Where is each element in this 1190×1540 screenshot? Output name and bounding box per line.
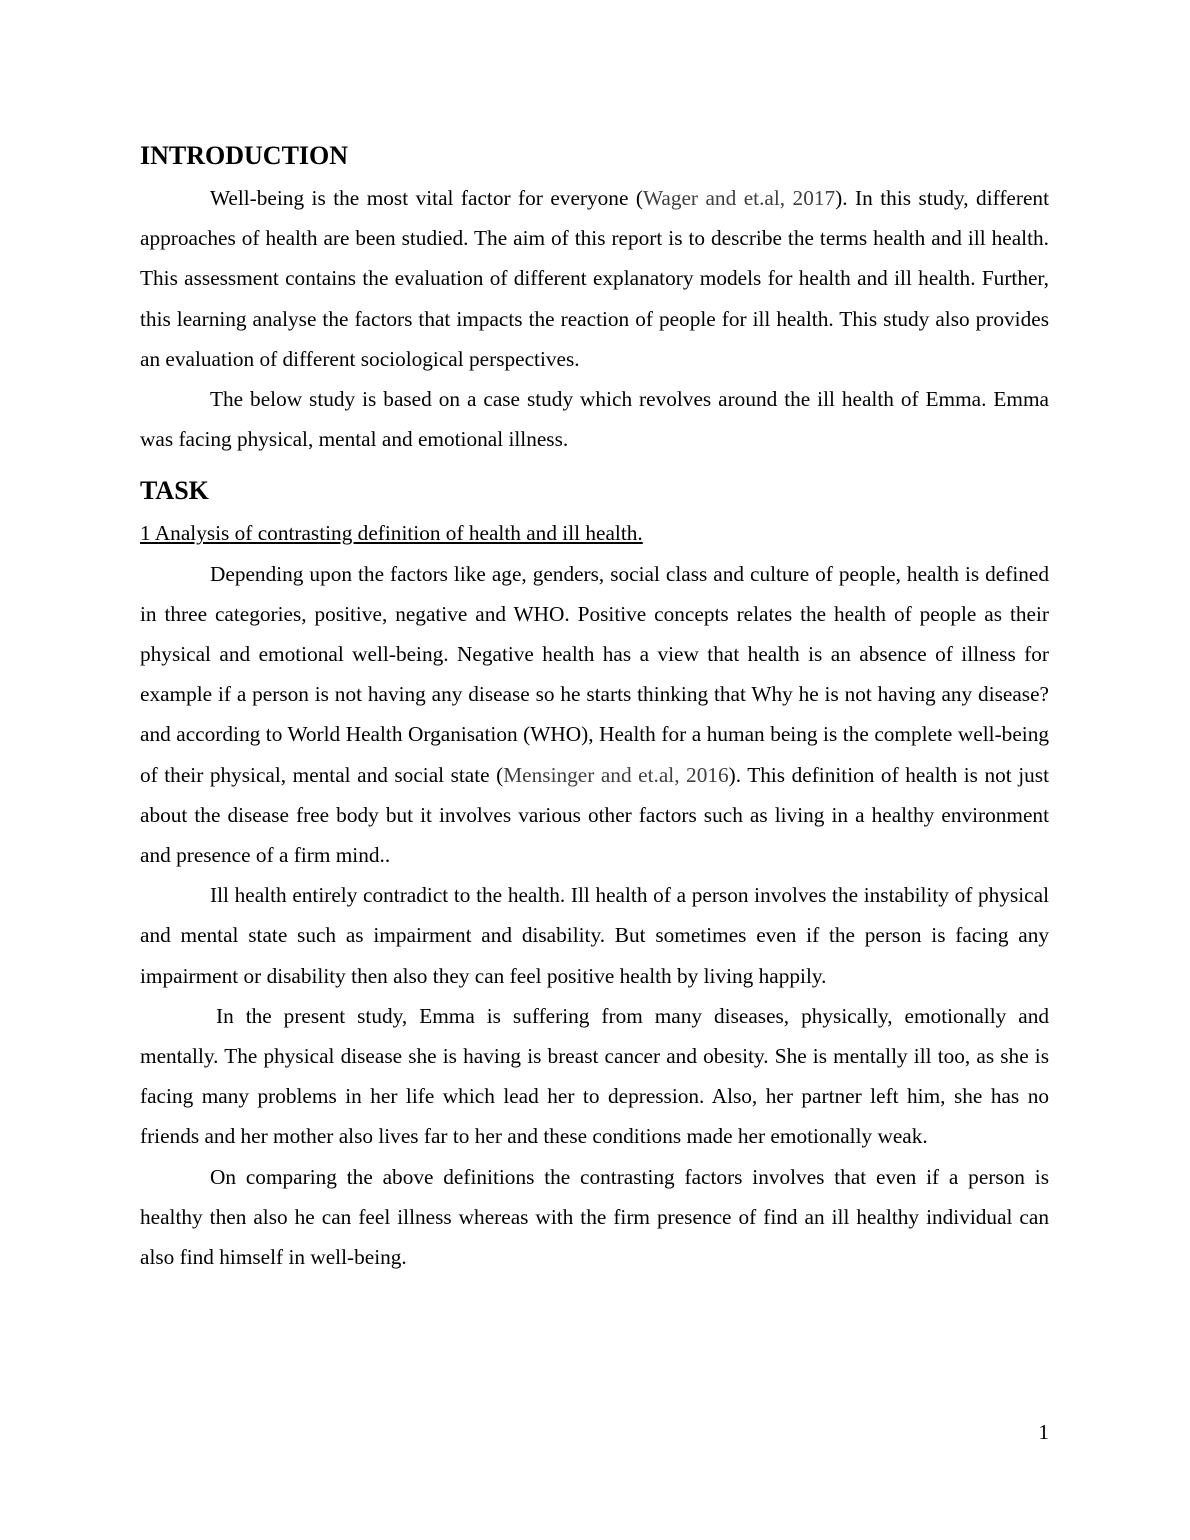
task-subheading: 1 Analysis of contrasting definition of health and ill health.: [140, 521, 643, 546]
task-p1-text-b: ). This definition of health is not just about the disease free body but it involves various other factors such as living in a healthy environment and presence of a firm mind..: [140, 762, 1050, 868]
introduction-paragraph-2: The below study is based on a case study which revolves around the ill health of Emma. Emma was facing physical, mental and emotional illness.: [140, 387, 1049, 452]
introduction-heading: INTRODUCTION: [140, 141, 349, 170]
intro-p1-text-b: ). In this study, different approaches of health are been studied. The aim of this report is to describe the terms health and ill health. This assessment contains the evaluation of different explanatory models for health and ill health. Further, this learning analyse the factors that impacts the reaction of people for ill health. This study also provides an evaluation of different sociological perspectives.: [140, 186, 1049, 371]
task-p1-text-a: Depending upon the factors like age, genders, social class and culture of people, health is defined in three categories, positive, negative and WHO. Positive concepts relates the health of people as their physical and emotional well-being. Negative health has a view that health is an absence of illness for example if a person is not having any disease so he starts thinking that Why he is not having any disease? and according to World Health Organisation (WHO), Health for a human being is the complete well-being of their physical, mental and social state (: [140, 561, 1049, 787]
intro-p1-text-a: Well-being is the most vital factor for everyone (: [210, 186, 643, 210]
page-number: 1: [1038, 1420, 1049, 1444]
introduction-paragraph-1: [140, 178, 1049, 379]
document-body: [140, 138, 1049, 1277]
task-paragraph-3: In the present study, Emma is suffering from many diseases, physically, emotionally and mentally. The physical disease she is having is breast cancer and obesity. She is mentally ill too, as she is facing many problems in her life which lead her to depression. Also, her partner left him, she has no friends and her mother also lives far to her and these conditions made her emotionally weak.: [140, 1003, 1049, 1149]
task-paragraph-4: On comparing the above definitions the contrasting factors involves that even if a person is healthy then also he can feel illness whereas with the firm presence of find an ill healthy individual can also find himself in well-being.: [140, 1164, 1049, 1270]
task-paragraph-2: Ill health entirely contradict to the health. Ill health of a person involves the instability of physical and mental state such as impairment and disability. But sometimes even if the person is facing any impairment or disability then also they can feel positive health by living happily.: [140, 883, 1049, 988]
task-heading: TASK: [140, 476, 209, 506]
task-paragraph-1: [140, 554, 1049, 876]
citation-mensinger: Mensinger and et.al, 2016: [503, 762, 729, 787]
citation-wager: Wager and et.al, 2017: [642, 186, 836, 210]
